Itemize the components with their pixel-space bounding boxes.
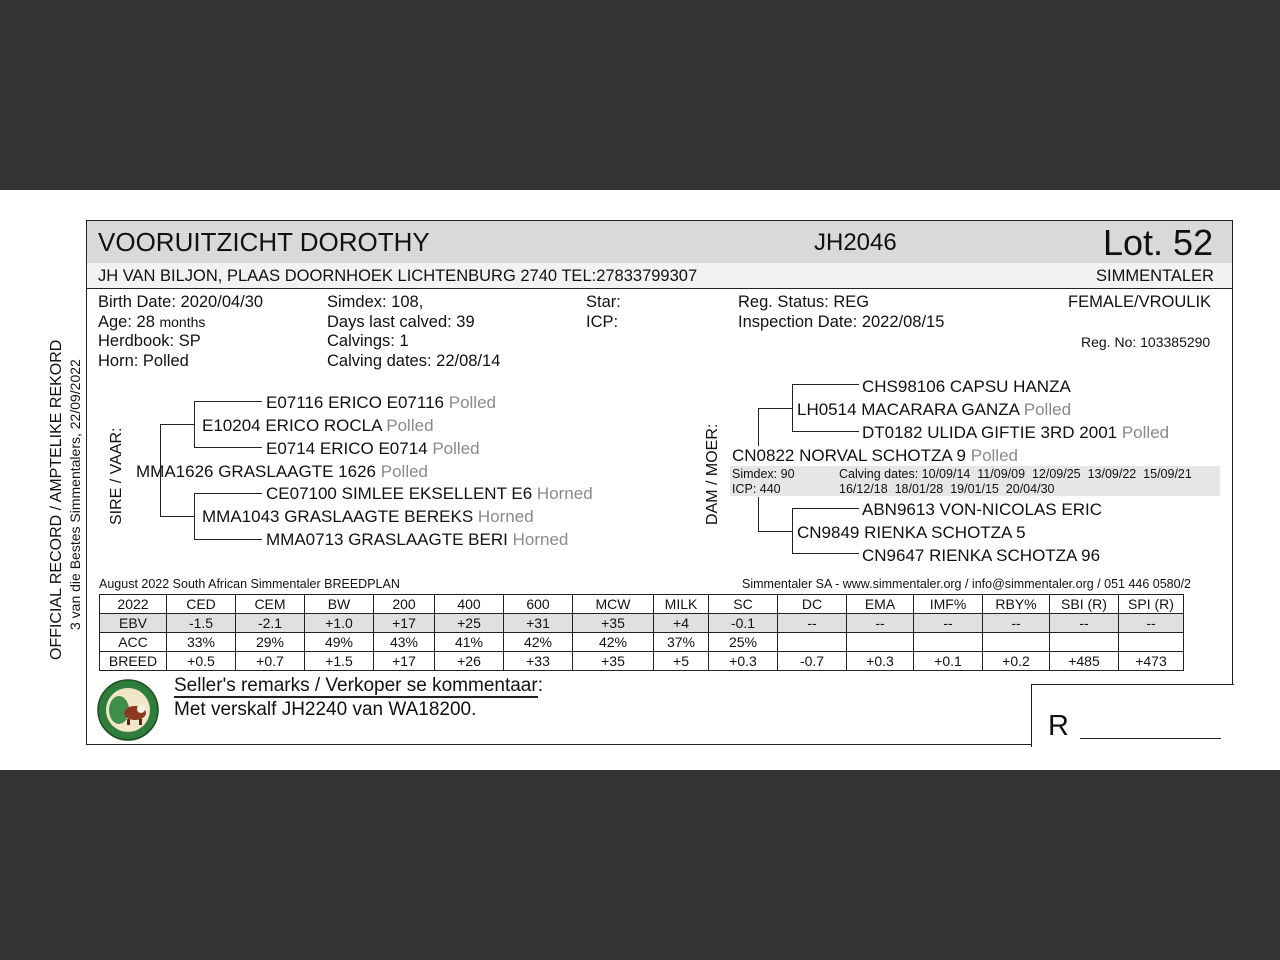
- birth-date: Birth Date: 2020/04/30: [98, 293, 264, 311]
- record-sub-label: 3 van die Bestes Simmentalers, 22/09/2022: [67, 359, 83, 630]
- ddd-entry: [862, 546, 1100, 566]
- horn-status: Horn: Polled: [98, 352, 189, 370]
- ss-bracket: [194, 401, 195, 448]
- owner-info: JH VAN BILJON, PLAAS DOORNHOEK LICHTENBURG 2740 TEL:27833799307: [98, 267, 698, 285]
- remarks-colon: :: [537, 675, 543, 696]
- ss-line: [194, 401, 262, 402]
- header-cell: 200: [374, 595, 435, 614]
- table-cell: [914, 633, 983, 652]
- ds-line: [792, 431, 859, 432]
- table-cell: +0.3: [709, 652, 778, 671]
- table-row-breed: [100, 652, 1184, 671]
- dss-name: CHS98106 CAPSU HANZA: [862, 377, 1071, 396]
- table-cell: +1.0: [305, 614, 374, 633]
- dd-line: [792, 553, 859, 554]
- breedplan-contact: Simmentaler SA - www.simmentaler.org / info@simmentaler.org / 051 446 0580/2: [742, 577, 1192, 591]
- sire-line: [160, 516, 194, 517]
- header-cell: RBY%: [983, 595, 1050, 614]
- dds-name: ABN9613 VON-NICOLAS ERIC: [862, 500, 1102, 519]
- ss-name: E10204 ERICO ROCLA: [202, 416, 382, 435]
- sd-name: MMA1043 GRASLAAGTE BEREKS: [202, 507, 474, 526]
- reg-status: Reg. Status: REG: [738, 293, 870, 311]
- ds-name: LH0514 MACARARA GANZA: [797, 400, 1020, 419]
- table-cell: -0.1: [709, 614, 778, 633]
- table-cell: +0.3: [847, 652, 914, 671]
- header-cell: SPI (R): [1119, 595, 1184, 614]
- dam-calving-dates-2: 16/12/18 18/01/28 19/01/15 20/04/30: [839, 482, 1055, 496]
- dsd-entry: [862, 423, 1169, 443]
- header-cell: IMF%: [914, 595, 983, 614]
- table-cell: +26: [435, 652, 504, 671]
- dam-line: [758, 531, 792, 532]
- table-cell: [847, 633, 914, 652]
- dam-horn: Polled: [970, 446, 1018, 465]
- sd-horn: Horned: [477, 507, 534, 526]
- table-cell: +25: [435, 614, 504, 633]
- table-cell: +0.2: [983, 652, 1050, 671]
- header-cell: SC: [709, 595, 778, 614]
- table-cell: [1050, 633, 1119, 652]
- table-cell: +473: [1119, 652, 1184, 671]
- bid-currency: R: [1048, 710, 1069, 742]
- table-cell: 33%: [167, 633, 236, 652]
- sss-entry: [266, 393, 496, 413]
- lot-number: Lot. 52: [1103, 222, 1214, 263]
- remarks-text: Met verskalf JH2240 van WA18200.: [174, 699, 477, 720]
- table-header-row: [100, 595, 1184, 614]
- table-cell: --: [778, 614, 847, 633]
- table-cell: [778, 633, 847, 652]
- sd-line: [194, 539, 262, 540]
- dsd-name: DT0182 ULIDA GIFTIE 3RD 2001: [862, 423, 1118, 442]
- ssd-name: E0714 ERICO E0714: [266, 439, 428, 458]
- dds-entry: [862, 500, 1102, 520]
- table-cell: --: [914, 614, 983, 633]
- table-row-ebv: [100, 614, 1184, 633]
- table-cell: 41%: [435, 633, 504, 652]
- sire-line: [160, 424, 194, 425]
- header-cell: CEM: [236, 595, 305, 614]
- table-cell: -0.7: [778, 652, 847, 671]
- age-unit: months: [159, 314, 206, 330]
- ddd-name: CN9647 RIENKA SCHOTZA 96: [862, 546, 1101, 565]
- table-cell: BREED: [100, 652, 167, 671]
- age-value: Age: 28: [98, 313, 155, 331]
- ssd-entry: [266, 439, 480, 459]
- table-cell: +17: [374, 652, 435, 671]
- sdd-name: MMA0713 GRASLAAGTE BERI: [266, 530, 508, 549]
- dsd-horn: Polled: [1121, 423, 1170, 442]
- sire-horn: Polled: [380, 462, 429, 481]
- ds-entry: [797, 400, 1071, 420]
- sds-entry: [266, 484, 593, 504]
- table-cell: 37%: [654, 633, 709, 652]
- table-cell: +485: [1050, 652, 1119, 671]
- dam-label: DAM / MOER:: [704, 423, 721, 525]
- table-cell: ACC: [100, 633, 167, 652]
- dam-calving-dates-1: Calving dates: 10/09/14 11/09/09 12/09/25 13/09/22 15/09/21: [839, 467, 1192, 481]
- table-cell: --: [1050, 614, 1119, 633]
- table-cell: --: [847, 614, 914, 633]
- days-last-calved: Days last calved: 39: [327, 313, 475, 331]
- table-cell: +0.7: [236, 652, 305, 671]
- inspection-date: Inspection Date: 2022/08/15: [738, 313, 945, 331]
- ds-bracket: [792, 384, 793, 432]
- table-cell: +4: [654, 614, 709, 633]
- table-cell: +35: [573, 652, 654, 671]
- reg-number: Reg. No: 103385290: [1081, 334, 1211, 350]
- sd-bracket: [194, 493, 195, 540]
- dss-entry: [862, 377, 1071, 397]
- logo-icon: [97, 679, 159, 741]
- table-cell: +31: [504, 614, 573, 633]
- dam-bracket-lower: [758, 497, 759, 532]
- ss-entry: [202, 416, 434, 436]
- table-cell: [983, 633, 1050, 652]
- sds-horn: Horned: [536, 484, 593, 503]
- header-cell: CED: [167, 595, 236, 614]
- dam-icp: ICP: 440: [732, 482, 781, 496]
- breed-label: SIMMENTALER: [1096, 267, 1214, 285]
- table-cell: +0.5: [167, 652, 236, 671]
- table-cell: +0.1: [914, 652, 983, 671]
- sire-name: MMA1626 GRASLAAGTE 1626: [136, 462, 377, 481]
- ds-line: [792, 384, 859, 385]
- herdbook: Herdbook: SP: [98, 332, 201, 350]
- table-cell: 42%: [504, 633, 573, 652]
- table-cell: +1.5: [305, 652, 374, 671]
- table-cell: +35: [573, 614, 654, 633]
- animal-name: VOORUITZICHT DOROTHY: [98, 227, 430, 257]
- breedplan-title: August 2022 South African Simmentaler BREEDPLAN: [99, 577, 400, 591]
- table-cell: -1.5: [167, 614, 236, 633]
- table-cell: --: [983, 614, 1050, 633]
- dam-entry: [732, 446, 1018, 466]
- dd-bracket: [792, 508, 793, 554]
- age: [98, 313, 205, 332]
- header-cell: EMA: [847, 595, 914, 614]
- dam-line: [758, 408, 792, 409]
- remarks-heading-row: [174, 675, 543, 697]
- breedplan-table: [99, 594, 1184, 671]
- ds-horn: Polled: [1023, 400, 1072, 419]
- animal-id: JH2046: [814, 229, 897, 256]
- calving-dates: Calving dates: 22/08/14: [327, 352, 501, 370]
- simdex: Simdex: 108,: [327, 293, 424, 311]
- sd-entry: [202, 507, 534, 527]
- dam-bracket-upper: [758, 408, 759, 446]
- dam-simdex: Simdex: 90: [732, 467, 795, 481]
- calvings: Calvings: 1: [327, 332, 409, 350]
- ssd-horn: Polled: [432, 439, 480, 458]
- sds-name: CE07100 SIMLEE EKSELLENT E6: [266, 484, 533, 503]
- header-cell: 400: [435, 595, 504, 614]
- header-cell: DC: [778, 595, 847, 614]
- table-cell: [1119, 633, 1184, 652]
- header-cell: 600: [504, 595, 573, 614]
- official-record-label: OFFICIAL RECORD / AMPTELIKE REKORD: [48, 339, 65, 660]
- dd-name: CN9849 RIENKA SCHOTZA 5: [797, 523, 1026, 542]
- table-cell: 43%: [374, 633, 435, 652]
- dd-entry: [797, 523, 1026, 543]
- dam-name: CN0822 NORVAL SCHOTZA 9: [732, 446, 966, 465]
- table-cell: 49%: [305, 633, 374, 652]
- header-cell: BW: [305, 595, 374, 614]
- table-row-acc: [100, 633, 1184, 652]
- sss-horn: Polled: [448, 393, 496, 412]
- table-cell: 29%: [236, 633, 305, 652]
- header-cell: MILK: [654, 595, 709, 614]
- table-cell: +17: [374, 614, 435, 633]
- ss-line: [194, 447, 262, 448]
- sd-line: [194, 493, 262, 494]
- table-cell: --: [1119, 614, 1184, 633]
- table-cell: 25%: [709, 633, 778, 652]
- sire-label: SIRE / VAAR:: [108, 427, 125, 525]
- sex-label: FEMALE/VROULIK: [1068, 293, 1212, 311]
- sdd-horn: Horned: [512, 530, 569, 549]
- bid-amount-line[interactable]: [1080, 738, 1221, 739]
- table-cell: 42%: [573, 633, 654, 652]
- sire-entry: [136, 462, 428, 482]
- ss-horn: Polled: [386, 416, 434, 435]
- dd-line: [792, 508, 859, 509]
- table-cell: -2.1: [236, 614, 305, 633]
- star: Star:: [586, 293, 621, 311]
- remarks-heading: Seller's remarks / Verkoper se kommentaar: [174, 675, 538, 696]
- table-cell: +33: [504, 652, 573, 671]
- simmentaler-logo: [97, 679, 159, 741]
- sss-name: E07116 ERICO E07116: [266, 393, 444, 412]
- header-cell: MCW: [573, 595, 654, 614]
- header-cell: SBI (R): [1050, 595, 1119, 614]
- sdd-entry: [266, 530, 568, 550]
- icp: ICP:: [586, 313, 619, 331]
- table-cell: EBV: [100, 614, 167, 633]
- table-cell: +5: [654, 652, 709, 671]
- header-cell: 2022: [100, 595, 167, 614]
